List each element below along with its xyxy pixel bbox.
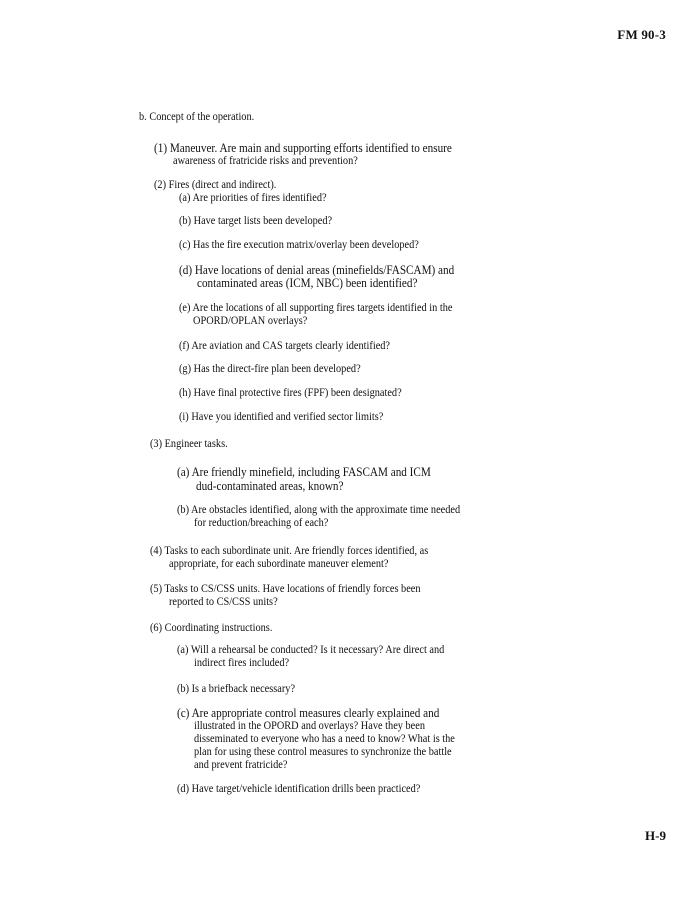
engineer-item-b-line-1: (b) Are obstacles identified, along with the approximate time needed <box>177 502 461 516</box>
fires-heading: (2) Fires (direct and indirect). <box>154 177 277 191</box>
coordinating-item-d: (d) Have target/vehicle identification drills been practiced? <box>177 781 421 795</box>
coordinating-item-a-line-2: indirect fires included? <box>194 655 290 669</box>
fires-item-a: (a) Are priorities of fires identified? <box>179 190 327 204</box>
maneuver-line-1: (1) Maneuver. Are main and supporting efforts identified to ensure <box>154 140 452 155</box>
subordinate-line-2: appropriate, for each subordinate maneuver element? <box>169 556 389 570</box>
coordinating-item-c-line-2: illustrated in the OPORD and overlays? Have they been <box>194 718 425 732</box>
coordinating-item-c-line-1: (c) Are appropriate control measures clearly explained and <box>177 705 440 720</box>
page-footer-number: H-9 <box>645 828 666 843</box>
engineer-item-a-line-2: dud-contaminated areas, known? <box>196 478 344 493</box>
cscss-line-2: reported to CS/CSS units? <box>169 594 278 608</box>
fires-item-g: (g) Has the direct-fire plan been developed? <box>179 361 361 375</box>
maneuver-line-2: awareness of fratricide risks and prevention? <box>173 153 358 167</box>
fires-item-i: (i) Have you identified and verified sector limits? <box>179 409 384 423</box>
fires-item-d-line-2: contaminated areas (ICM, NBC) been identified? <box>197 275 418 290</box>
engineer-item-b-line-2: for reduction/breaching of each? <box>194 515 329 529</box>
fires-item-d-line-1: (d) Have locations of denial areas (minefields/FASCAM) and <box>179 262 455 277</box>
coordinating-item-b: (b) Is a briefback necessary? <box>177 681 296 695</box>
fires-item-h: (h) Have final protective fires (FPF) been designated? <box>179 385 402 399</box>
fires-item-f: (f) Are aviation and CAS targets clearly identified? <box>179 338 391 352</box>
fires-item-e-line-1: (e) Are the locations of all supporting fires targets identified in the <box>179 300 453 314</box>
fires-item-c: (c) Has the fire execution matrix/overlay been developed? <box>179 237 419 251</box>
cscss-line-1: (5) Tasks to CS/CSS units. Have locations of friendly forces been <box>150 581 421 595</box>
coordinating-item-c-line-4: plan for using these control measures to synchronize the battle <box>194 744 452 758</box>
page-header-doc-id: FM 90-3 <box>617 27 666 42</box>
coordinating-item-c-line-3: disseminated to everyone who has a need to know? What is the <box>194 731 455 745</box>
coordinating-heading: (6) Coordinating instructions. <box>150 620 273 634</box>
coordinating-item-a-line-1: (a) Will a rehearsal be conducted? Is it necessary? Are direct and <box>177 642 445 656</box>
fires-item-b: (b) Have target lists been developed? <box>179 213 333 227</box>
section-title: b. Concept of the operation. <box>139 109 255 123</box>
coordinating-item-c-line-5: and prevent fratricide? <box>194 757 288 771</box>
engineer-heading: (3) Engineer tasks. <box>150 436 228 450</box>
subordinate-line-1: (4) Tasks to each subordinate unit. Are friendly forces identified, as <box>150 543 429 557</box>
fires-item-e-line-2: OPORD/OPLAN overlays? <box>193 313 308 327</box>
engineer-item-a-line-1: (a) Are friendly minefield, including FASCAM and ICM <box>177 464 431 479</box>
